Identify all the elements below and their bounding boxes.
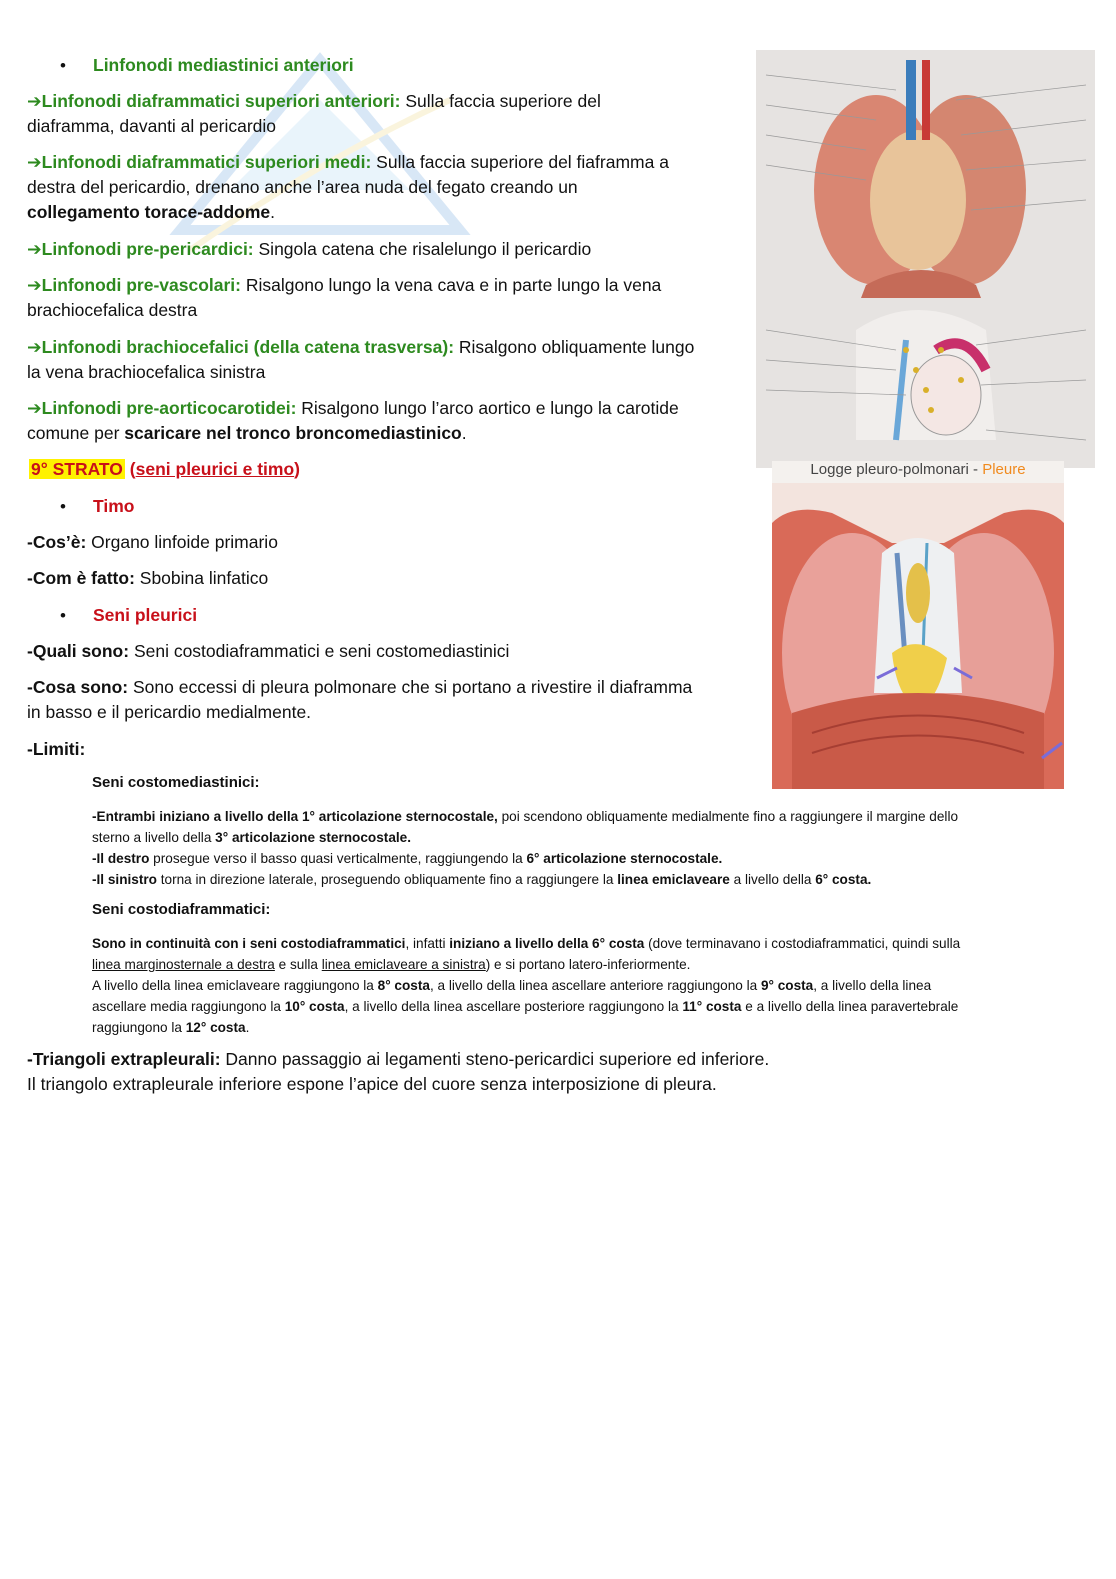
seni-cosa-continuation: in basso e il pericardio medialmente. xyxy=(27,702,312,722)
list-item: ➔Linfonodi diaframmatici superiori medi: Sulla faccia superiore del fiaframma a xyxy=(27,152,669,172)
strato-heading: 9° STRATO (seni pleurici e timo) xyxy=(31,459,300,479)
list-item: ➔Linfonodi diaframmatici superiori anteriori: Sulla faccia superiore del xyxy=(27,91,601,111)
timo-composition: -Com è fatto: Sbobina linfatico xyxy=(27,568,269,588)
timo-definition: -Cos’è: Organo linfoide primario xyxy=(27,532,278,552)
list-item-continuation: diaframma, davanti al pericardio xyxy=(27,116,277,136)
arrow-icon: ➔ xyxy=(27,398,42,418)
list-item: ➔Linfonodi brachiocefalici (della catena trasversa): Risalgono obliquamente lungo xyxy=(27,337,695,357)
arrow-icon: ➔ xyxy=(27,337,42,357)
anatomy-illustration xyxy=(756,50,1095,468)
seni-limiti: -Limiti: xyxy=(27,739,86,759)
costomediastinici-header: Seni costomediastinici: xyxy=(92,774,260,791)
list-item: ➔Linfonodi pre-pericardici: Singola catena che risalelungo il pericardio xyxy=(27,239,592,259)
pleura-illustration xyxy=(772,483,1064,789)
bullet-icon: • xyxy=(60,497,66,516)
list-item: ➔Linfonodi pre-aorticocarotidei: Risalgono lungo l’arco aortico e lungo la carotide xyxy=(27,398,679,418)
list-item-continuation: comune per scaricare nel tronco broncomediastinico. xyxy=(27,423,467,443)
seni-quali: -Quali sono: Seni costodiaframmatici e seni costomediastinici xyxy=(27,641,510,661)
costodiaframmatici-header: Seni costodiaframmatici: xyxy=(92,901,271,918)
list-item-continuation: la vena brachiocefalica sinistra xyxy=(27,362,266,382)
costodiaframmatici-text: Sono in continuità con i seni costodiaframmatici, infatti iniziano a livello della 6° costa (dove terminavano i costodiaframmatici, quindi sulla linea marginosternale a destra e sulla linea emiclaveare a sinistra) e si portano latero-inferiormente. A livello della linea emiclaveare raggiungono la 8° costa, a livello della linea ascellare anteriore raggiungono la 9° costa, a livello della linea ascellare media raggiungono la 10° costa, a livello della linea ascellare posteriore raggiungono la 11° costa e a livello della linea paravertebrale raggiungono la 12° costa. xyxy=(92,936,961,1035)
bullet-icon: • xyxy=(60,56,66,75)
section-header-mediastinal: Linfonodi mediastinici anteriori xyxy=(93,55,354,75)
arrow-icon: ➔ xyxy=(27,91,42,111)
seni-header: Seni pleurici xyxy=(93,605,198,625)
list-item: ➔Linfonodi pre-vascolari: Risalgono lungo la vena cava e in parte lungo la vena xyxy=(27,275,662,295)
arrow-icon: ➔ xyxy=(27,275,42,295)
arrow-icon: ➔ xyxy=(27,239,42,259)
seni-cosa: -Cosa sono: Sono eccessi di pleura polmonare che si portano a rivestire il diaframma xyxy=(27,677,693,697)
costomediastinici-text: -Entrambi iniziano a livello della 1° articolazione sternocostale, poi scendono obliquamente medialmente fino a raggiungere il margine dello sterno a livello della 3° articolazione sternocostale. -Il destro prosegue verso il basso quasi verticalmente, raggiungendo la 6° articolazione sternocostale. -Il sinistro torna in direzione laterale, proseguendo obliquamente fino a raggiungere la linea emiclaveare a livello della 6° costa. xyxy=(92,809,959,887)
triangoli-text-continuation: Il triangolo extrapleurale inferiore espone l’apice del cuore senza interposizione di pleura. xyxy=(27,1074,717,1094)
arrow-icon: ➔ xyxy=(27,152,42,172)
list-item-continuation: destra del pericardio, drenano anche l’area nuda del fegato creando un xyxy=(27,177,578,197)
triangoli-text: -Triangoli extrapleurali: Danno passaggio ai legamenti steno-pericardici superiore ed inferiore. xyxy=(27,1049,770,1069)
list-item-continuation: collegamento torace-addome. xyxy=(27,202,275,222)
anatomy-figure-pleura xyxy=(772,483,1064,789)
timo-header: Timo xyxy=(93,496,135,516)
list-item-continuation: brachiocefalica destra xyxy=(27,300,198,320)
anatomy-figure-lymph-nodes xyxy=(756,50,1095,468)
bullet-icon: • xyxy=(60,606,66,625)
figure-caption: Logge pleuro-polmonari - Pleure xyxy=(772,461,1064,483)
